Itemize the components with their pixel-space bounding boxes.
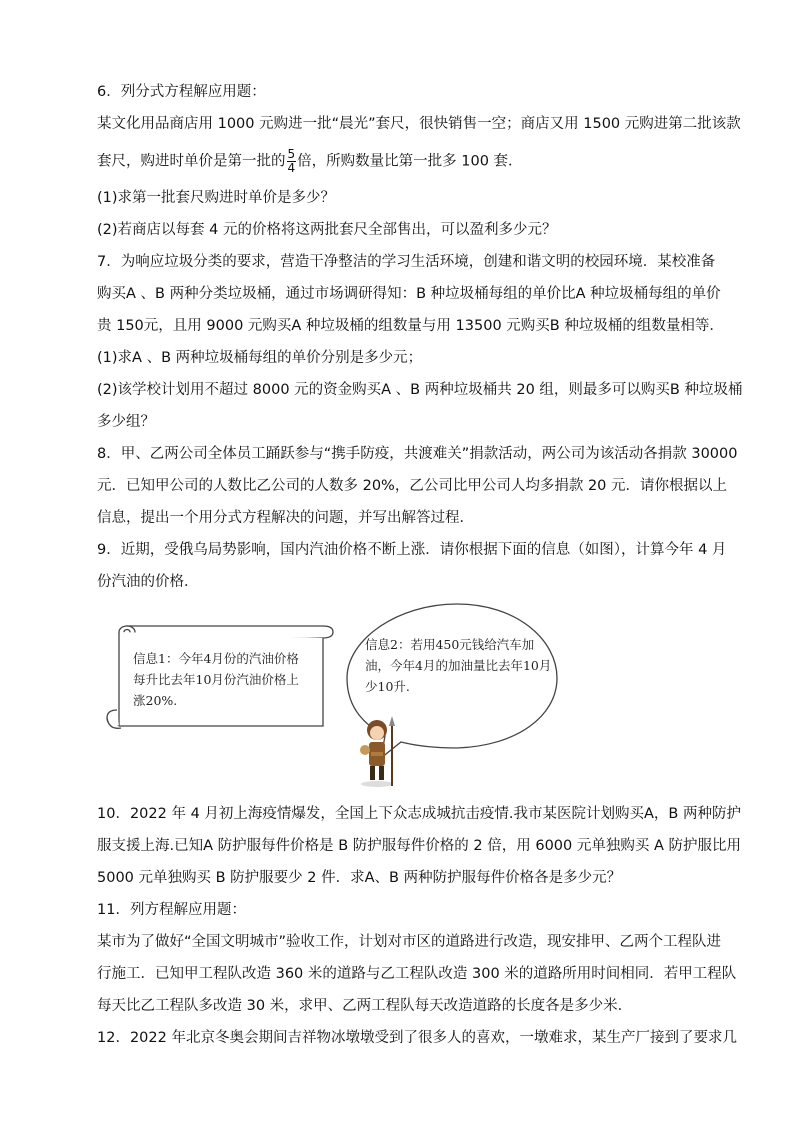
info-2-text xyxy=(365,634,551,697)
q7-part-1: (1)求A 、B 两种垃圾桶每组的单价分别是多少元； xyxy=(97,350,423,366)
q7-part-2b: 多少组？ xyxy=(97,414,155,430)
q8-line-2: 元．已知甲公司的人数比乙公司的人数多 20%，乙公司比甲公司人均多捐款 20 元．请你根据以上 xyxy=(97,478,728,494)
info-1-line-1: 信息1：今年4月份的汽油价格 xyxy=(133,651,299,666)
q9-figure xyxy=(97,600,577,790)
info-1-line-2: 每升比去年10月份汽油价格上 xyxy=(133,672,299,687)
q6-line-2 xyxy=(97,148,523,175)
q11-line-3: 每天比乙工程队多改造 30 米，求甲、乙两工程队每天改造道路的长度各是多少米． xyxy=(97,998,633,1014)
info-1-text xyxy=(133,648,299,711)
info-2-line-2: 油，今年4月的加油量比去年10月 xyxy=(365,658,552,673)
q7-line-1: 7．为响应垃圾分类的要求，营造干净整洁的学习生活环境，创建和谐文明的校园环境．某校准备 xyxy=(97,254,716,270)
q8-line-3: 信息，提出一个用分式方程解决的问题，并写出解答过程． xyxy=(97,510,474,526)
info-2-line-3: 少10升. xyxy=(365,679,410,694)
q10-line-1: 10．2022 年 4 月初上海疫情爆发，全国上下众志成城抗击疫情.我市某医院计划购买A，B 两种防护 xyxy=(97,806,741,822)
q10-line-2: 服支援上海.已知A 防护服每件价格是 B 防护服每件价格的 2 倍，用 6000 元单独购买 A 防护服比用 xyxy=(97,838,742,854)
q7-line-2: 购买A 、B 两种分类垃圾桶，通过市场调研得知：B 种垃圾桶每组的单价比A 种垃圾桶每组的单价 xyxy=(97,286,721,302)
q7-part-2a: (2)该学校计划用不超过 8000 元的资金购买A 、B 两种垃圾桶共 20 组，则最多可以购买B 种垃圾桶 xyxy=(97,382,743,398)
q6-part-2: (2)若商店以每套 4 元的价格将这两批套尺全部售出，可以盈利多少元？ xyxy=(97,222,557,238)
q9-line-1: 9．近期，受俄乌局势影响，国内汽油价格不断上涨．请你根据下面的信息（如图），计算今年 4 月 xyxy=(97,542,727,558)
q6-line-1: 某文化用品商店用 1000 元购进一批“晨光”套尺，很快销售一空；商店又用 1500 元购进第二批该款 xyxy=(97,116,741,132)
q9-line-2: 份汽油的价格． xyxy=(97,574,199,590)
fraction-5-4 xyxy=(287,148,297,175)
info-2-line-1: 信息2：若用450元钱给汽车加 xyxy=(365,637,535,652)
q10-line-3: 5000 元单独购买 B 防护服要少 2 件．求A、B 两种防护服每件价格各是多少元？ xyxy=(97,870,622,886)
q6-line-2-a: 套尺，购进时单价是第一批的 xyxy=(97,153,286,170)
info-1-line-3: 涨20%. xyxy=(133,693,178,708)
q11-line-2: 行施工．已知甲工程队改造 360 米的道路与乙工程队改造 300 米的道路所用时间相同．若甲工程队 xyxy=(97,966,737,982)
q8-line-1: 8．甲、乙两公司全体员工踊跃参与“携手防疫，共渡难关”捐款活动，两公司为该活动各捐款 30000 xyxy=(97,446,738,462)
fraction-numerator: 5 xyxy=(287,147,296,161)
q7-line-3: 贵 150元，且用 9000 元购买A 种垃圾桶的组数量与用 13500 元购买B 种垃圾桶的组数量相等． xyxy=(97,318,724,334)
fraction-denominator: 4 xyxy=(287,161,296,175)
q6-line-2-b: 倍，所购数量比第一批多 100 套． xyxy=(297,153,523,170)
q11-line-1: 某市为了做好“全国文明城市”验收工作，计划对市区的道路进行改造，现安排甲、乙两个工程队进 xyxy=(97,934,722,950)
q12-line-1: 12．2022 年北京冬奥会期间吉祥物冰墩墩受到了很多人的喜欢，一墩难求，某生产厂接到了要求几 xyxy=(97,1030,737,1046)
q6-part-1: (1)求第一批套尺购进时单价是多少？ xyxy=(97,190,336,206)
q11-title: 11．列方程解应用题： xyxy=(97,902,246,918)
q6-title: 6．列分式方程解应用题： xyxy=(97,84,266,100)
